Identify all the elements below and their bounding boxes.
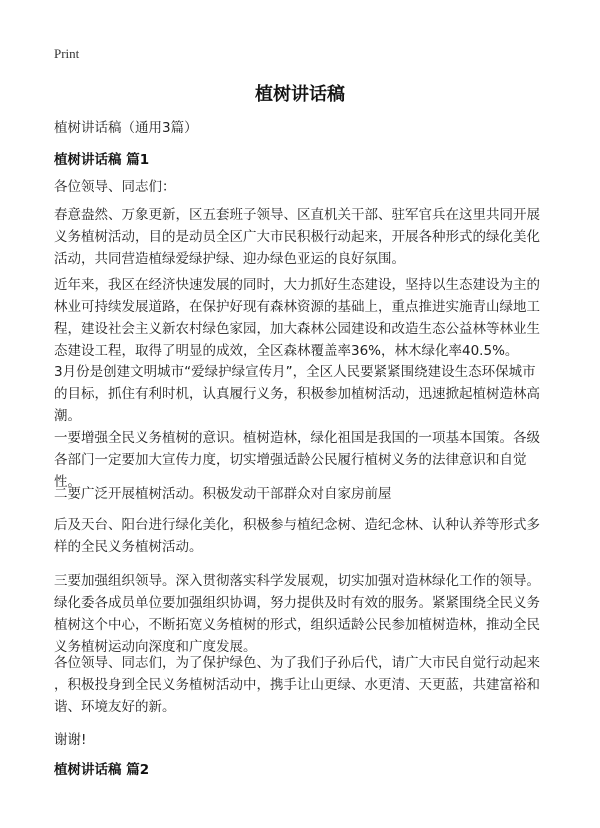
paragraph-line: 3月份是创建文明城市“爱绿护绿宣传月”，全区人民要紧紧围绕建设生态环保城市 xyxy=(54,364,536,380)
page-title: 植树讲话稿 xyxy=(255,84,345,105)
paragraph-line: 性。 xyxy=(54,474,81,490)
paragraph-line: 二要广泛开展植树活动。积极发动干部群众对自家房前屋 xyxy=(54,486,392,502)
paragraph xyxy=(54,483,392,505)
paragraph-line: ，积极投身到全民义务植树活动中，携手让山更绿、水更清、天更蓝，共建富裕和 xyxy=(54,677,540,693)
paragraph-line: 的目标，抓住有利时机，认真履行义务，积极参加植树活动，迅速掀起植树造林高 xyxy=(54,386,540,402)
print-link[interactable]: Print xyxy=(54,46,80,61)
paragraph-line: 态建设工程，取得了明显的成效，全区森林覆盖率36%，林木绿化率40.5%。 xyxy=(54,343,519,359)
paragraph xyxy=(54,274,540,362)
paragraph-line: 潮。 xyxy=(54,408,81,424)
greeting: 各位领导、同志们： xyxy=(54,179,176,195)
paragraph xyxy=(54,204,540,270)
paragraph-line: 绿化委各成员单位要加强组织协调，努力提供及时有效的服务。紧紧围绕全民义务 xyxy=(54,595,540,611)
section-heading-2: 植树讲话稿 篇2 xyxy=(54,762,150,778)
paragraph-line: 义务植树活动，目的是动员全区广大市民积极行动起来，开展各种形式的绿化美化 xyxy=(54,229,540,245)
paragraph-line: 样的全民义务植树活动。 xyxy=(54,539,203,555)
paragraph xyxy=(54,514,540,558)
paragraph-line: 程，建设社会主义新农村绿色家园，加大森林公园建设和改造生态公益林等林业生 xyxy=(54,321,540,337)
paragraph-line: 谐、环境友好的新。 xyxy=(54,699,176,715)
closing: 谢谢! xyxy=(54,732,87,748)
paragraph-line: 三要加强组织领导。深入贯彻落实科学发展观，切实加强对造林绿化工作的领导。 xyxy=(54,573,540,589)
paragraph-line: 植树这个中心，不断拓宽义务植树的形式，组织适龄公民参加植树造林，推动全民 xyxy=(54,617,540,633)
paragraph xyxy=(54,361,540,427)
paragraph xyxy=(54,652,540,718)
paragraph-line: 春意盎然、万象更新，区五套班子领导、区直机关干部、驻军官兵在这里共同开展 xyxy=(54,207,540,223)
paragraph-line: 各位领导、同志们，为了保护绿色、为了我们子孙后代，请广大市民自觉行动起来 xyxy=(54,655,540,671)
paragraph-line: 义务植树运动向深度和广度发展。 xyxy=(54,639,257,655)
paragraph-line: 近年来，我区在经济快速发展的同时，大力抓好生态建设，坚持以生态建设为主的 xyxy=(54,277,540,293)
paragraph-line: 后及天台、阳台进行绿化美化，积极参与植纪念树、造纪念林、认种认养等形式多 xyxy=(54,517,540,533)
section-heading-1: 植树讲话稿 篇1 xyxy=(54,152,150,168)
subtitle: 植树讲话稿（通用3篇） xyxy=(54,120,198,136)
paragraph-line: 一要增强全民义务植树的意识。植树造林，绿化祖国是我国的一项基本国策。各级 xyxy=(54,430,540,446)
paragraph-line: 活动，共同营造植绿爱绿护绿、迎办绿色亚运的良好氛围。 xyxy=(54,251,405,267)
paragraph xyxy=(54,570,540,658)
paragraph-line: 各部门一定要加大宣传力度，切实增强适龄公民履行植树义务的法律意识和自觉 xyxy=(54,452,527,468)
paragraph-line: 林业可持续发展道路，在保护好现有森林资源的基础上，重点推进实施青山绿地工 xyxy=(54,299,540,315)
